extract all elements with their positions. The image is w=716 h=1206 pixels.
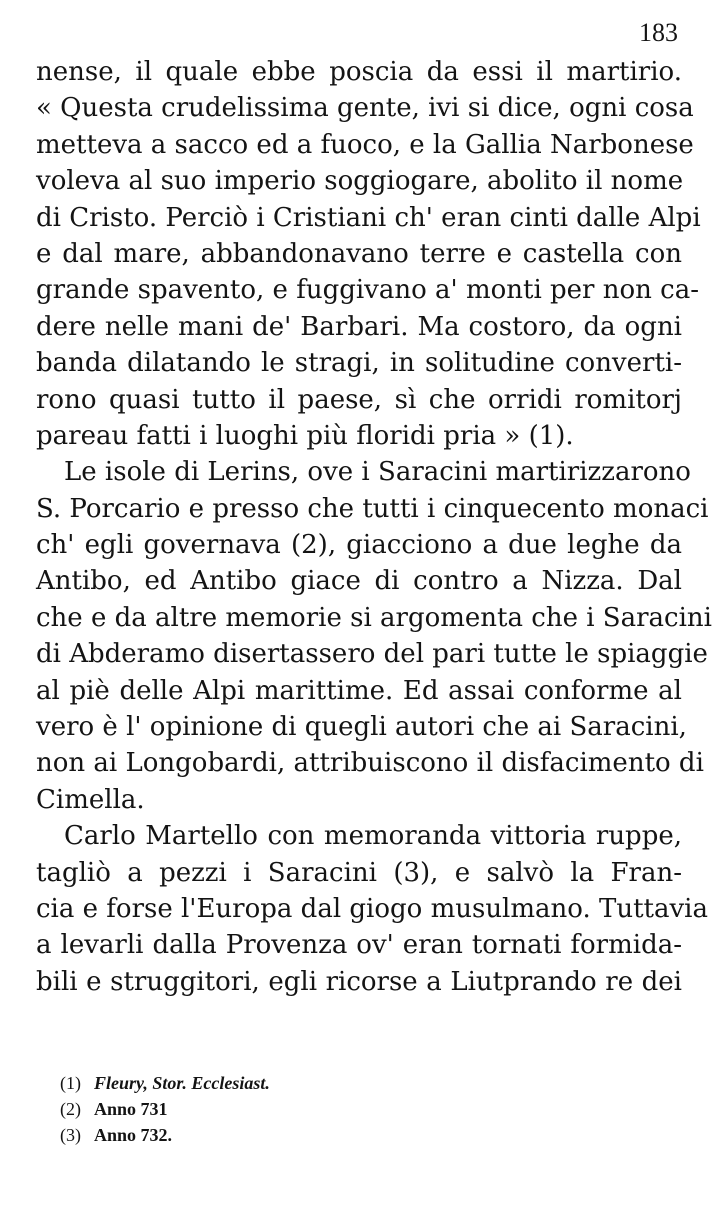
- paragraph-start-line: Carlo Martello con memoranda vittoria ruppe,: [64, 821, 682, 852]
- body-text: [36, 54, 712, 1000]
- text-line: non ai Longobardi, attribuiscono il disfacimento di: [36, 748, 704, 779]
- text-line: Cimella.: [36, 784, 145, 815]
- text-line: di Abderamo disertassero del pari tutte le spiaggie: [36, 639, 708, 670]
- footnote: [60, 1070, 660, 1096]
- text-line: vero è l' opinione di quegli autori che ai Saracini,: [36, 712, 687, 743]
- text-line: Antibo, ed Antibo giace di contro a Nizza. Dal: [36, 566, 682, 597]
- text-line: ch' egli governava (2), giacciono a due leghe da: [36, 530, 682, 561]
- footnote-text: Anno 731: [94, 1099, 168, 1119]
- text-line: pareau fatti i luoghi più floridi pria » (1).: [36, 420, 574, 451]
- text-line: a levarli dalla Provenza ov' eran tornati formida-: [36, 930, 682, 961]
- footnote-ref: (1): [60, 1073, 81, 1093]
- footnote: [60, 1096, 660, 1122]
- text-line: rono quasi tutto il paese, sì che orridi romitorj: [36, 384, 682, 415]
- text-line: tagliò a pezzi i Saracini (3), e salvò la Fran-: [36, 857, 682, 888]
- text-line: metteva a sacco ed a fuoco, e la Gallia Narbonese: [36, 129, 694, 160]
- text-line: « Questa crudelissima gente, ivi si dice, ogni cosa: [36, 93, 694, 124]
- text-line: bili e struggitori, egli ricorse a Liutprando re dei: [36, 966, 682, 997]
- text-line: cia e forse l'Europa dal giogo musulmano. Tuttavia: [36, 893, 708, 924]
- text-line: al piè delle Alpi marittime. Ed assai conforme al: [36, 675, 682, 706]
- text-line: S. Porcario e presso che tutti i cinquecento monaci: [36, 493, 709, 524]
- text-line: voleva al suo imperio soggiogare, abolito il nome: [36, 166, 684, 197]
- text-line: e dal mare, abbandonavano terre e castella con: [36, 238, 682, 269]
- text-line: nense, il quale ebbe poscia da essi il martirio.: [36, 57, 682, 87]
- text-line: che e da altre memorie si argomenta che i Saracini: [36, 602, 712, 633]
- footnote-ref: (3): [60, 1125, 81, 1145]
- footnote-ref: (2): [60, 1099, 81, 1119]
- page-number: 183: [639, 18, 678, 47]
- footnote: [60, 1122, 660, 1148]
- text-line: dere nelle mani de' Barbari. Ma costoro, da ogni: [36, 311, 682, 342]
- text-line: banda dilatando le stragi, in solitudine converti-: [36, 348, 682, 379]
- paragraph-start-line: Le isole di Lerins, ove i Saracini martirizzarono: [64, 457, 691, 488]
- text-line: grande spavento, e fuggivano a' monti per non ca-: [36, 275, 699, 306]
- footnote-text: Fleury, Stor. Ecclesiast.: [94, 1073, 270, 1093]
- text-line: di Cristo. Perciò i Cristiani ch' eran cinti dalle Alpi: [36, 202, 701, 233]
- footnotes: [60, 1070, 660, 1148]
- footnote-text: Anno 732.: [94, 1125, 173, 1145]
